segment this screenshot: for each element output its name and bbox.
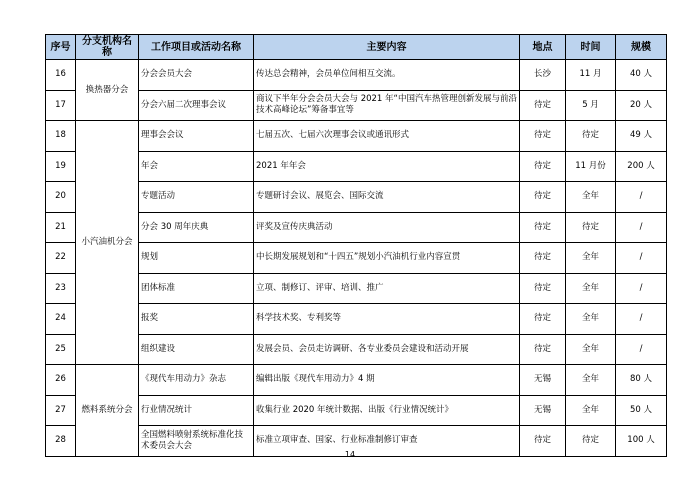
cell-project: 团体标准 [139,273,254,304]
header-location: 地点 [520,35,566,60]
cell-content: 收集行业 2020 年统计数据、出版《行业情况统计》 [254,395,520,426]
cell-project: 年会 [139,151,254,182]
cell-location: 待定 [520,334,566,365]
cell-content: 商议下半年分会会员大会与 2021 年“中国汽车热管理创新发展与前沿技术高峰论坛”筹备事宜等 [254,90,520,121]
cell-time: 全年 [566,273,616,304]
header-content: 主要内容 [254,35,520,60]
cell-project: 专题活动 [139,182,254,213]
cell-project: 理事会会议 [139,121,254,152]
cell-branch: 小汽油机分会 [76,121,139,365]
cell-no: 18 [46,121,76,152]
table-row [46,121,667,152]
cell-project: 分会会员大会 [139,60,254,91]
header-scale: 规模 [616,35,667,60]
cell-location: 待定 [520,90,566,121]
cell-scale: 40 人 [616,60,667,91]
cell-scale: / [616,243,667,274]
cell-content: 评奖及宣传庆典活动 [254,212,520,243]
table-row [46,273,667,304]
table-row [46,182,667,213]
cell-scale: 80 人 [616,365,667,396]
table-row [46,151,667,182]
cell-project: 分会六届二次理事会议 [139,90,254,121]
cell-time: 待定 [566,121,616,152]
cell-time: 5 月 [566,90,616,121]
cell-no: 19 [46,151,76,182]
cell-no: 23 [46,273,76,304]
cell-no: 25 [46,334,76,365]
cell-content: 2021 年年会 [254,151,520,182]
cell-content: 中长期发展规划和“十四五”规划小汽油机行业内容宣贯 [254,243,520,274]
table-row [46,60,667,91]
cell-location: 长沙 [520,60,566,91]
cell-content: 立项、制修订、评审、培训、推广 [254,273,520,304]
cell-time: 全年 [566,304,616,335]
header-project: 工作项目或活动名称 [139,35,254,60]
table-row [46,90,667,121]
cell-time: 全年 [566,395,616,426]
cell-project: 《现代车用动力》杂志 [139,365,254,396]
header-no: 序号 [46,35,76,60]
cell-branch: 燃料系统分会 [76,365,139,457]
cell-no: 16 [46,60,76,91]
cell-location: 无锡 [520,365,566,396]
cell-project: 规划 [139,243,254,274]
cell-time: 全年 [566,182,616,213]
cell-scale: / [616,273,667,304]
activity-table [45,34,667,457]
table-row [46,304,667,335]
header-branch: 分支机构名称 [76,35,139,60]
header-time: 时间 [566,35,616,60]
cell-location: 待定 [520,151,566,182]
table-row [46,365,667,396]
cell-location: 待定 [520,243,566,274]
cell-content: 传达总会精神，会员单位间相互交流。 [254,60,520,91]
cell-scale: / [616,212,667,243]
table-row [46,243,667,274]
page-number: 14 [344,450,356,459]
cell-no: 26 [46,365,76,396]
cell-time: 11 月 [566,60,616,91]
cell-no: 24 [46,304,76,335]
cell-content: 编辑出版《现代车用动力》4 期 [254,365,520,396]
cell-location: 待定 [520,212,566,243]
cell-no: 22 [46,243,76,274]
cell-content: 专题研讨会议、展览会、国际交流 [254,182,520,213]
cell-project: 组织建设 [139,334,254,365]
table-row [46,395,667,426]
cell-location: 待定 [520,121,566,152]
cell-no: 20 [46,182,76,213]
cell-time: 全年 [566,334,616,365]
cell-location: 待定 [520,182,566,213]
cell-location: 无锡 [520,395,566,426]
cell-content: 七届五次、七届六次理事会议或通讯形式 [254,121,520,152]
cell-project: 行业情况统计 [139,395,254,426]
cell-content: 标准立项审查、国家、行业标准制修订审查 [254,426,520,457]
cell-scale: 20 人 [616,90,667,121]
cell-content: 科学技术奖、专利奖等 [254,304,520,335]
cell-time: 11 月份 [566,151,616,182]
cell-location: 待定 [520,426,566,457]
cell-location: 待定 [520,273,566,304]
cell-time: 全年 [566,243,616,274]
cell-project: 全国燃料喷射系统标准化技术委员会大会 [139,426,254,457]
cell-time: 待定 [566,212,616,243]
cell-scale: 50 人 [616,395,667,426]
table-row [46,212,667,243]
cell-no: 28 [46,426,76,457]
cell-scale: 100 人 [616,426,667,457]
cell-content: 发展会员、会员走访调研、各专业委员会建设和活动开展 [254,334,520,365]
cell-time: 全年 [566,365,616,396]
cell-location: 待定 [520,304,566,335]
cell-scale: / [616,304,667,335]
cell-scale: / [616,182,667,213]
cell-project: 分会 30 周年庆典 [139,212,254,243]
cell-scale: 49 人 [616,121,667,152]
cell-project: 报奖 [139,304,254,335]
cell-no: 21 [46,212,76,243]
table-row [46,334,667,365]
cell-no: 17 [46,90,76,121]
cell-scale: / [616,334,667,365]
table-header-row [46,35,667,60]
cell-no: 27 [46,395,76,426]
cell-scale: 200 人 [616,151,667,182]
cell-time: 待定 [566,426,616,457]
cell-branch: 换热器分会 [76,60,139,121]
